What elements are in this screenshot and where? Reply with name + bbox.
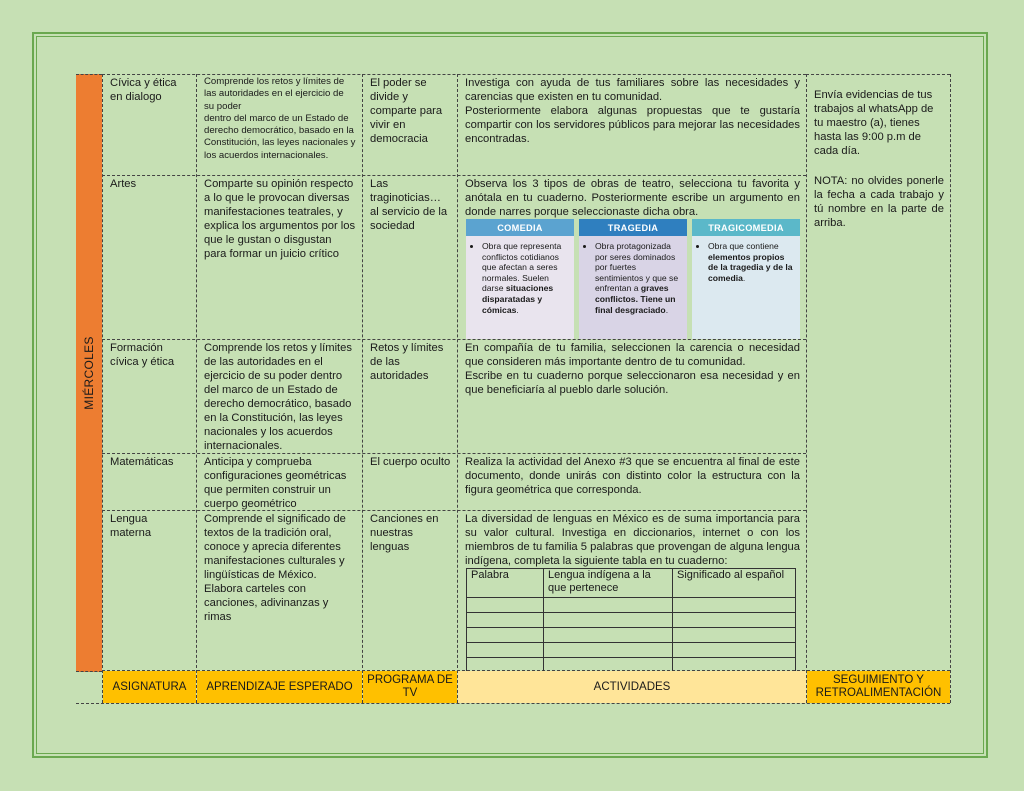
comedia-bold: situaciones disparatadas y cómicas xyxy=(482,283,554,315)
activity-cell: Realiza la actividad del Anexo #3 que se encuentra al final de este documento, donde unirás con distinto color la estructura con la figura geométrica que corresponda. xyxy=(465,456,800,496)
subject-cell: Artes xyxy=(110,178,137,190)
learning-cell: Comparte su opinión respecto a lo que le provocan diversas manifestaciones teatrales, y explica los argumentos por los que le gustan o disgustan para formar un juicio crítico xyxy=(204,178,356,260)
column-divider xyxy=(457,74,458,703)
table-row xyxy=(467,598,796,613)
header-tv-program: PROGRAMA DE TV xyxy=(363,671,457,703)
tv-program-cell: El cuerpo oculto xyxy=(370,456,451,468)
column-divider xyxy=(362,74,363,703)
learning-cell: Comprende los retos y límites de las autoridades en el ejercicio de su poder dentro del marco de un Estado de derecho democrático, basado en la Constitución, las leyes nacionales y los acuerdos internacionales. xyxy=(204,342,352,452)
header-subject: ASIGNATURA xyxy=(103,671,196,703)
followup-text: Envía evidencias de tus trabajos al whatsApp de tu maestro (a), tienes hasta las 9:00 p.m de cada día. xyxy=(814,89,934,157)
subject-cell: Lengua materna xyxy=(110,513,152,539)
table-row xyxy=(467,628,796,643)
tragicomedia-text: Obra que contiene xyxy=(708,241,779,251)
comedia-tail: . xyxy=(516,304,519,315)
tragedia-bold: graves conflictos. Tiene un final desgraciado xyxy=(595,283,676,315)
comedia-text: Obra que representa conflictos cotidianos que afectan a seres normales. Suelen darse xyxy=(482,241,562,294)
activity-cell: Investiga con ayuda de tus familiares sobre las necesidades y carencias que existen en tu comunidad. Posteriormente elabora algunas propuestas que te gustaría compartir con los servidores públicos para mejorar las necesidades encontradas. xyxy=(465,77,800,145)
table-row xyxy=(467,643,796,658)
learning-cell: Comprende los retos y límites de las autoridades en el ejercicio de su poder dentro del marco de un Estado de derecho democrático, basado en la Constitución, las leyes nacionales y los acuerdos internacionales. xyxy=(204,76,356,161)
tv-program-cell: Retos y límites de las autoridades xyxy=(370,342,444,382)
header-learning: APRENDIZAJE ESPERADO xyxy=(197,671,362,703)
table-border-top xyxy=(806,74,950,75)
tv-program-cell: El poder se divide y comparte para vivir en democracia xyxy=(370,77,443,145)
theatre-types-image xyxy=(466,219,798,339)
subject-cell: Formación cívica y ética xyxy=(110,342,175,368)
activity-cell: La diversidad de lenguas en México es de suma importancia para su valor cultural. Investiga en diccionarios, internet o con los miembros de tu familia 5 palabras que provengan de alguna lengua indígena, completa la siguiente tabla en tu cuaderno: xyxy=(465,513,800,567)
indigenous-words-table xyxy=(466,568,796,673)
subject-cell: Matemáticas xyxy=(110,456,174,468)
header-followup: SEGUIMIENTO Y RETROALIMENTACIÓN xyxy=(807,671,950,703)
tragedia-text: Obra protagonizada por seres dominados por fuertes sentimientos y que se enfrentan a xyxy=(595,241,679,294)
comedia-card xyxy=(466,219,574,339)
tragedia-title: TRAGEDIA xyxy=(579,219,687,236)
table-border-right xyxy=(950,74,951,703)
table-header-word: Palabra xyxy=(467,569,544,598)
table-header-language: Lengua indígena a la que pertenece xyxy=(544,569,673,598)
tv-program-cell: Canciones en nuestras lenguas xyxy=(370,513,439,553)
followup-note: NOTA: no olvides ponerle la fecha a cada trabajo y tú nombre en la parte de arriba. xyxy=(814,175,944,229)
day-label: MIÉRCOLES xyxy=(82,336,96,410)
column-divider xyxy=(102,74,103,703)
comedia-title: COMEDIA xyxy=(466,219,574,236)
table-row xyxy=(467,613,796,628)
tragedia-card xyxy=(579,219,687,339)
table-border-bottom xyxy=(76,703,950,704)
tragicomedia-bold: elementos propios de la tragedia y de la comedia xyxy=(708,251,793,283)
table-header-meaning: Significado al español xyxy=(673,569,796,598)
learning-cell: Anticipa y comprueba configuraciones geométricas que permiten construir un cuerpo geométrico xyxy=(204,456,347,510)
column-divider xyxy=(806,74,807,703)
learning-cell: Comprende el significado de textos de la tradición oral, conoce y aprecia diferentes manifestaciones culturales y lingüísticas de México. Elabora carteles con canciones, adivinanzas y rimas xyxy=(204,513,346,623)
activity-cell: En compañía de tu familia, seleccionen la carencia o necesidad que consideren más importante dentro de tu comunidad. Escribe en tu cuaderno porque seleccionaron esa necesidad y en que beneficiaría al pueblo darle solución. xyxy=(465,342,800,396)
day-column xyxy=(76,74,102,672)
subject-cell: Cívica y ética en dialogo xyxy=(110,77,177,103)
column-divider xyxy=(196,74,197,703)
tragedia-tail: . xyxy=(665,304,669,315)
tragicomedia-title: TRAGICOMEDIA xyxy=(692,219,800,236)
tragicomedia-tail: . xyxy=(742,272,746,283)
tv-program-cell: Las traginoticias… al servicio de la sociedad xyxy=(370,178,448,232)
activity-cell: Observa los 3 tipos de obras de teatro, selecciona tu favorita y anótala en tu cuaderno. Posteriormente escribe un argumento en donde narres porque seleccionaste dicha obra. xyxy=(465,178,800,218)
header-activities: ACTIVIDADES xyxy=(458,671,806,703)
tragicomedia-card xyxy=(692,219,800,339)
